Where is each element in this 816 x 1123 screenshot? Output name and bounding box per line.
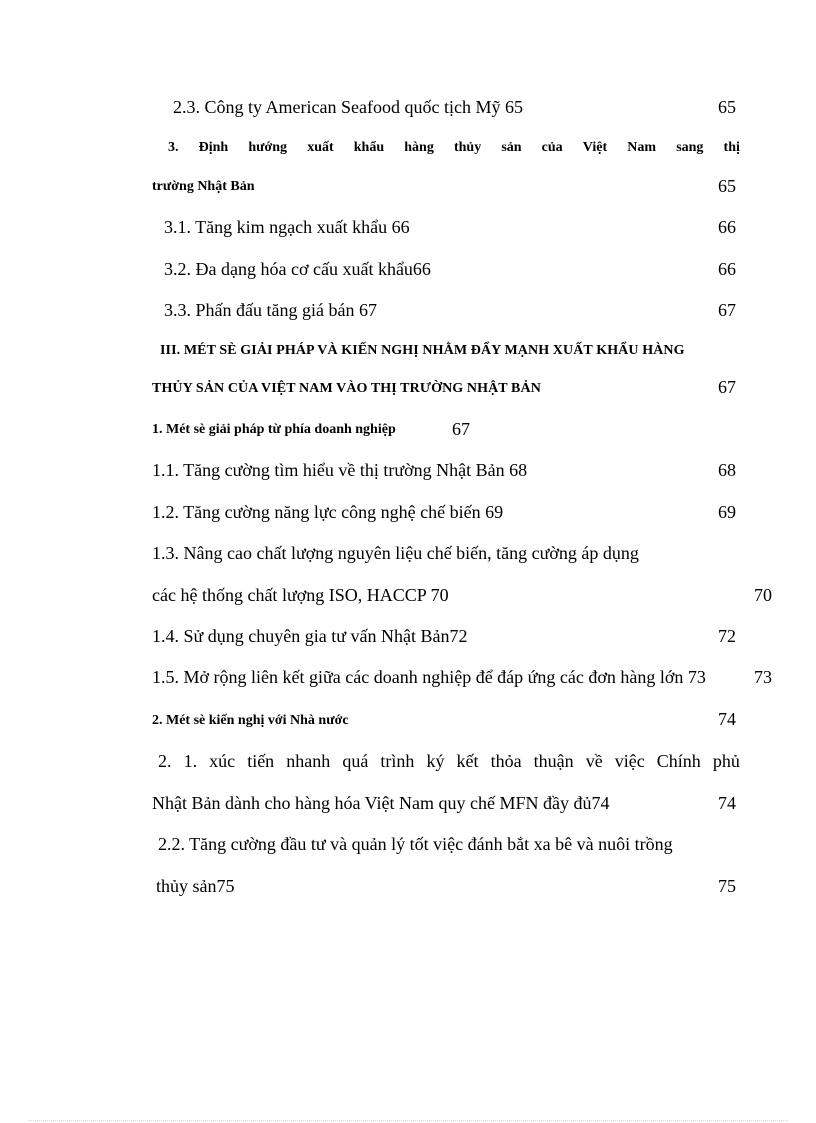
word: 3. bbox=[168, 140, 179, 155]
toc-page-number: 67 bbox=[718, 300, 736, 320]
toc-entry-1-5: 1.5. Mở rộng liên kết giữa các doanh nghiệp để đáp ứng các đơn hàng lớn 73 bbox=[152, 667, 706, 687]
toc-entry-2-3: 2.3. Công ty American Seafood quốc tịch Mỹ 65 bbox=[173, 97, 523, 117]
toc-page-number: 67 bbox=[718, 377, 736, 397]
toc-page-number: 65 bbox=[718, 176, 736, 196]
toc-page-number: 68 bbox=[718, 460, 736, 480]
toc-entry-2-2-line1: 2.2. Tăng cường đầu tư và quản lý tốt việc đánh bắt xa bê và nuôi trồng bbox=[158, 834, 673, 854]
word: thủy bbox=[453, 140, 482, 155]
toc-section-iii-line1: III. MÉT SÈ GIẢI PHÁP VÀ KIẾN NGHỊ NHẰM ĐẨY MẠNH XUẤT KHẨU HÀNG bbox=[160, 343, 685, 358]
word: sản bbox=[501, 140, 522, 155]
word: thuận bbox=[533, 751, 574, 771]
word: thỏa bbox=[490, 751, 522, 771]
toc-entry-1-3-line2: các hệ thống chất lượng ISO, HACCP 70 bbox=[152, 585, 449, 605]
word: phủ bbox=[712, 751, 740, 771]
word: sang bbox=[676, 140, 704, 155]
toc-entry-3-line1 bbox=[168, 139, 740, 157]
word: Việt bbox=[582, 140, 608, 155]
toc-entry-3-3: 3.3. Phấn đấu tăng giá bán 67 bbox=[164, 300, 377, 320]
toc-entry-2-2-line2: thủy sản75 bbox=[156, 876, 235, 896]
toc-entry-3-line2: trường Nhật Bản bbox=[152, 179, 255, 194]
toc-page-number: 74 bbox=[718, 793, 736, 813]
toc-entry-1-4: 1.4. Sử dụng chuyên gia tư vấn Nhật Bản72 bbox=[152, 626, 468, 646]
word: trình bbox=[380, 751, 415, 771]
word: Định bbox=[198, 140, 229, 155]
word: khẩu bbox=[353, 140, 385, 155]
word: về bbox=[585, 751, 603, 771]
toc-page-number: 69 bbox=[718, 502, 736, 522]
page-bottom-divider bbox=[28, 1120, 788, 1121]
toc-page-number: 66 bbox=[718, 259, 736, 279]
toc-entry-3-1: 3.1. Tăng kim ngạch xuất khẩu 66 bbox=[164, 217, 410, 237]
word: nhanh bbox=[286, 751, 331, 771]
toc-page-number: 66 bbox=[718, 217, 736, 237]
toc-section-iii-line2: THỦY SẢN CỦA VIỆT NAM VÀO THỊ TRƯỜNG NHẬT BẢN bbox=[152, 381, 541, 396]
toc-entry-1-2: 1.2. Tăng cường năng lực công nghệ chế biến 69 bbox=[152, 502, 504, 522]
toc-page-number: 73 bbox=[754, 667, 772, 687]
toc-page-number: 65 bbox=[718, 97, 736, 117]
word: hướng bbox=[248, 140, 288, 155]
word: của bbox=[541, 140, 563, 155]
word: tiến bbox=[247, 751, 275, 771]
word: xúc bbox=[209, 751, 236, 771]
word: thị bbox=[723, 140, 740, 155]
toc-page-number: 74 bbox=[718, 709, 736, 729]
word: xuất bbox=[307, 140, 334, 155]
toc-entry-3-2: 3.2. Đa dạng hóa cơ cấu xuất khẩu66 bbox=[164, 259, 431, 279]
toc-entry-2-1-line1 bbox=[158, 750, 740, 772]
toc-page-number: 72 bbox=[718, 626, 736, 646]
word: Chính bbox=[656, 751, 701, 771]
word: ký bbox=[426, 751, 445, 771]
word: 1. bbox=[183, 751, 198, 771]
toc-entry-2-1-line2: Nhật Bản dành cho hàng hóa Việt Nam quy chế MFN đầy đủ74 bbox=[152, 793, 610, 813]
word: kết bbox=[456, 751, 479, 771]
word: việc bbox=[614, 751, 645, 771]
toc-entry-2: 2. Mét sè kiến nghị với Nhà nước bbox=[152, 713, 349, 728]
word: 2. bbox=[158, 751, 172, 771]
word: hàng bbox=[404, 140, 434, 155]
word: Nam bbox=[627, 140, 657, 155]
toc-page-number: 67 bbox=[452, 419, 470, 439]
toc-page-number: 70 bbox=[754, 585, 772, 605]
word: quá bbox=[342, 751, 369, 771]
toc-entry-1-1: 1.1. Tăng cường tìm hiểu về thị trường Nhật Bản 68 bbox=[152, 460, 528, 480]
toc-page-number: 75 bbox=[718, 876, 736, 896]
toc-entry-1: 1. Mét sè giải pháp từ phía doanh nghiệp bbox=[152, 422, 396, 437]
toc-entry-1-3-line1: 1.3. Nâng cao chất lượng nguyên liệu chế biến, tăng cường áp dụng bbox=[152, 543, 639, 563]
